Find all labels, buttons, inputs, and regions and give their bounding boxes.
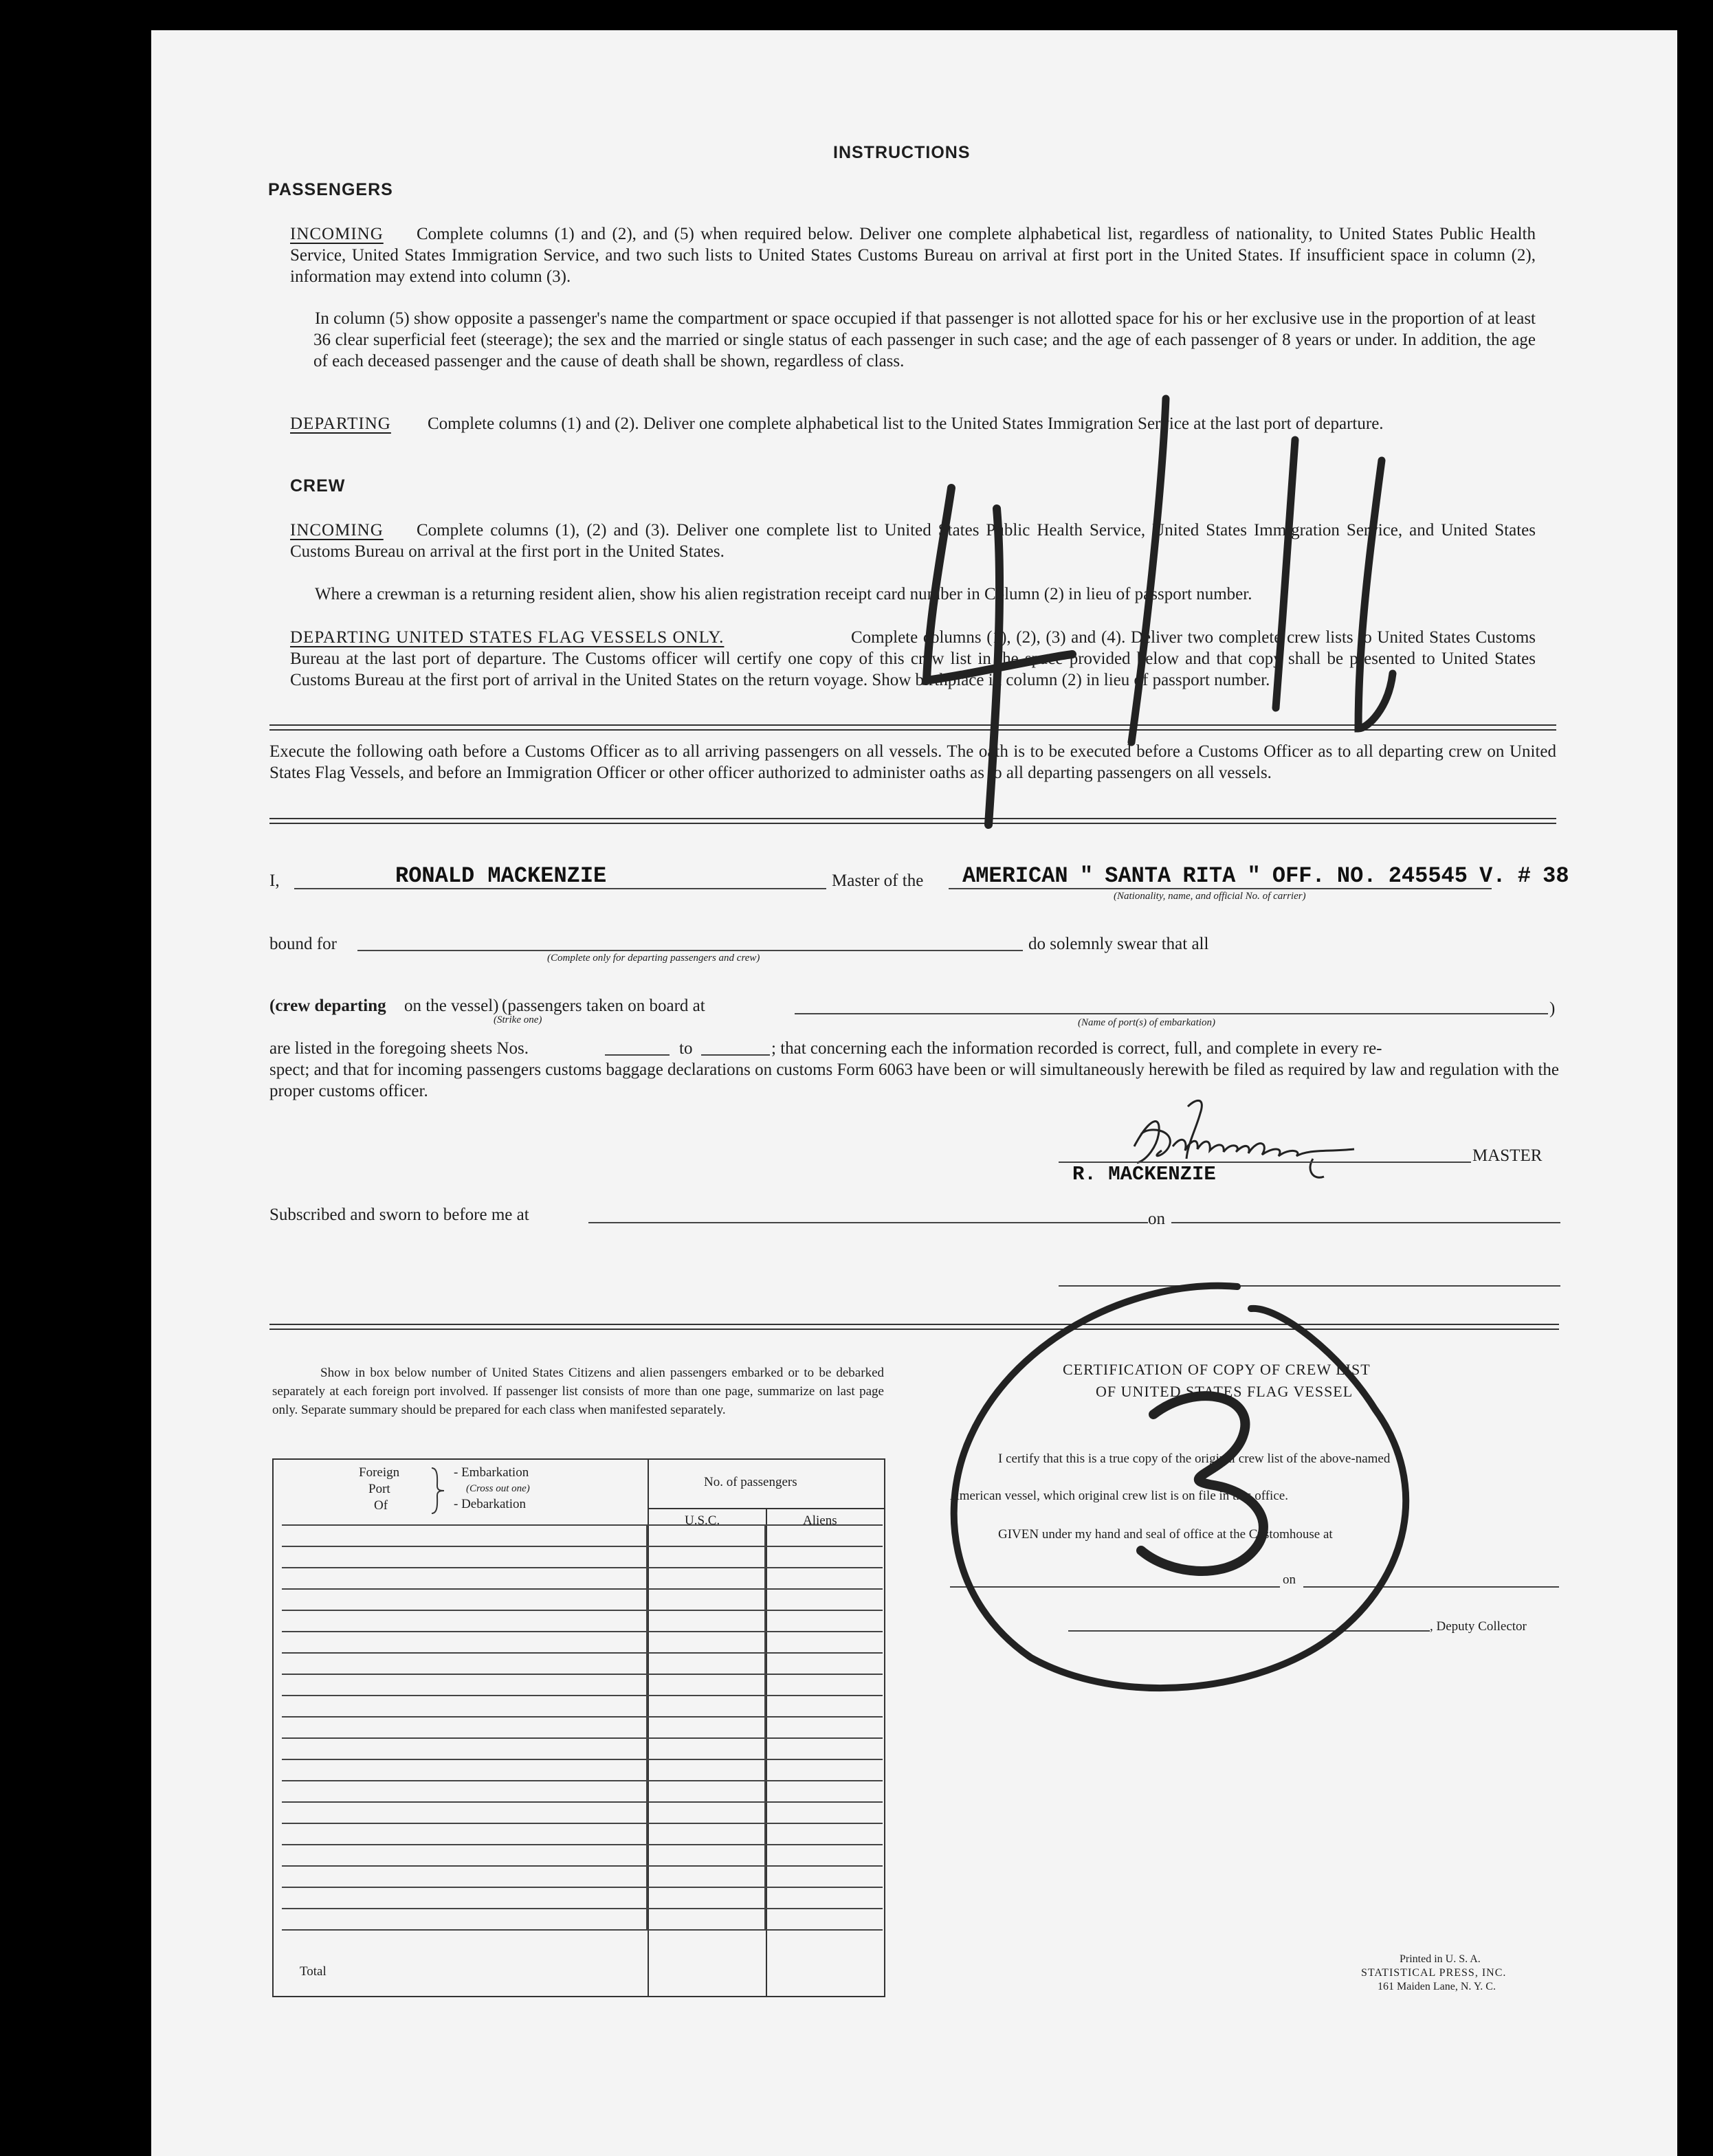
printer-line-3: 161 Maiden Lane, N. Y. C. [1378,1981,1496,1992]
passengers-departing-text: Complete columns (1) and (2). Deliver one complete alphabetical list to the United States Immigration Service at the last port of departure. [428,414,1384,433]
cross-out-hint: (Cross out one) [466,1483,530,1494]
debarkation-label: - Debarkation [454,1497,526,1511]
listed-text-a: are listed in the foregoing sheets Nos. [269,1039,529,1058]
oath-intro: Execute the following oath before a Customs Officer as to all arriving passengers on all vessels. The oath is to be executed before a Customs Officer as to all departing crew on United States Flag Vessels, and before an Immigration Officer or other officer authorized to administer oaths as to all departing passengers on all vessels. [269,742,1556,782]
table-row [282,1759,883,1781]
embarkation-label: - Embarkation [454,1465,529,1480]
bound-for-label: bound for [269,935,337,953]
bound-for-line [357,950,1023,951]
table-row [282,1653,883,1674]
handwritten-circled-number [935,1278,1471,1704]
on-the-vessel: on the vessel) [404,997,499,1015]
column5-text: In column (5) show opposite a passenger's name the compartment or space occupied if that passenger is not allotted space for his or her exclusive use in the proportion of at least 36 clear superficial feet (steerage); the sex and the married or single status of each passenger in such case; and the age of each passenger of 8 years or under. In addition, the age of each deceased passenger and the cause of death shall be shown, regardless of class. [313,309,1536,370]
listed-to: to [679,1039,693,1058]
table-row [282,1610,883,1632]
table-row [282,1802,883,1823]
no-of-passengers-header: No. of passengers [704,1475,797,1489]
swear-text: do solemnly swear that all [1028,935,1209,953]
master-of-label: Master of the [832,871,924,890]
certification-title-2: OF UNITED STATES FLAG VESSEL [1096,1383,1353,1400]
strike-hint: (Strike one) [494,1014,542,1025]
total-label: Total [300,1964,327,1979]
subscribed-place-line [588,1222,1148,1223]
table-row [282,1909,883,1930]
certification-title-1: CERTIFICATION OF COPY OF CREW LIST [1063,1361,1371,1378]
sheet-to-line [701,1054,770,1056]
table-row [282,1717,883,1738]
vessel-hint: (Nationality, name, and official No. of carrier) [1114,891,1306,902]
table-row [282,1887,883,1909]
subscribed-date-line [1171,1222,1560,1223]
ports-hint: (Name of port(s) of embarkation) [1078,1017,1215,1028]
crew-incoming-text: Complete columns (1), (2) and (3). Deliver one complete list to United States Public Health Service, United States Immigration Service, and United States Customs Bureau on arrival at the first port in the United States. [290,521,1536,561]
foreign-label: Foreign [359,1465,400,1480]
of-label: Of [374,1498,388,1513]
table-row [282,1781,883,1802]
deputy-collector: , Deputy Collector [1430,1619,1527,1634]
subscribed-on: on [1148,1210,1165,1228]
table-row [282,1845,883,1866]
table-row [282,1823,883,1845]
summary-instruction: Show in box below number of United States Citizens and alien passengers embarked or to be debarked separately at each foreign port involved. If passenger list consists of more than one page, summarize on last page only. Separate summary should be prepared for each class when manifested separately. [272,1366,884,1417]
table-row [282,1546,883,1568]
master-label: MASTER [1472,1146,1543,1165]
handwritten-sheet-number [894,385,1416,838]
table-row [282,1632,883,1653]
usc-header: U.S.C. [685,1513,720,1528]
table-row [282,1525,883,1546]
typed-signature: R. MACKENZIE [1072,1163,1216,1186]
port-label: Port [368,1482,390,1496]
table-row [282,1674,883,1696]
crew-heading: CREW [290,476,346,496]
passengers-taken: (passengers taken on board at [502,997,705,1015]
listed-text-rest: spect; and that for incoming passengers customs baggage declarations on customs Form 6063 have been or will simultaneously herewith be filed as required by law and regulation with the proper customs officer. [269,1060,1559,1100]
table-row [282,1589,883,1610]
crew-resident-text: Where a crewman is a returning resident alien, show his alien registration receipt card number in Column (2) in lieu of passport number. [315,585,1252,603]
vessel-name: AMERICAN " SANTA RITA " OFF. NO. 245545 V. # 38 [962,863,1569,889]
printer-line-2: STATISTICAL PRESS, INC. [1361,1967,1507,1979]
incoming-label: INCOMING [290,225,384,243]
oath-i-label: I, [269,871,280,890]
table-row [282,1568,883,1589]
departing-label: DEPARTING [290,414,391,433]
close-paren: ) [1549,999,1556,1018]
passengers-incoming-text: Complete columns (1) and (2), and (5) when required below. Deliver one complete alphabetical list, regardless of nationality, to United States Public Health Service, United States Immigration Service, and two such lists to United States Customs Bureau on arrival at first port in the United States. If insufficient space in column (2), information may extend into column (3). [290,225,1536,286]
table-row [282,1866,883,1887]
certification-on: on [1283,1572,1296,1587]
crew-incoming-label: INCOMING [290,521,384,540]
printer-line-1: Printed in U. S. A. [1400,1953,1481,1965]
listed-text-b: ; that concerning each the information recorded is correct, full, and complete in every re- [771,1039,1382,1058]
table-row [282,1696,883,1717]
us-flag-text: Complete columns (1), (2), (3) and (4). Deliver two complete crew lists to United States Customs Bureau at the last port of departure. The Customs officer will certify one copy of this crew list in the space provided below and that copy shall be presented to United States Customs Bureau at the first port of arrival in the United States on the return voyage. Show birthplace in column (2) in lieu of passport number. [290,628,1536,689]
us-flag-label: DEPARTING UNITED STATES FLAG VESSELS ONLY. [290,628,725,647]
instructions-title: INSTRUCTIONS [833,143,971,162]
bound-for-hint: (Complete only for departing passengers and crew) [547,953,760,964]
passengers-heading: PASSENGERS [268,180,393,199]
sheet-from-line [605,1054,670,1056]
master-name: RONALD MACKENZIE [395,863,607,889]
certify-line-1: I certify that this is a true copy of the original crew list of the above-named [998,1452,1391,1466]
given-text: GIVEN under my hand and seal of office at the Customhouse at [998,1527,1333,1542]
ports-line [795,1013,1548,1014]
crew-departing: (crew departing [269,997,386,1015]
brace-icon [430,1467,445,1515]
summary-table [282,1524,883,1931]
aliens-header: Aliens [803,1513,837,1528]
subscribed-label: Subscribed and sworn to before me at [269,1205,529,1224]
certify-line-2: American vessel, which original crew list is on file in this office. [950,1489,1288,1503]
table-row [282,1738,883,1759]
